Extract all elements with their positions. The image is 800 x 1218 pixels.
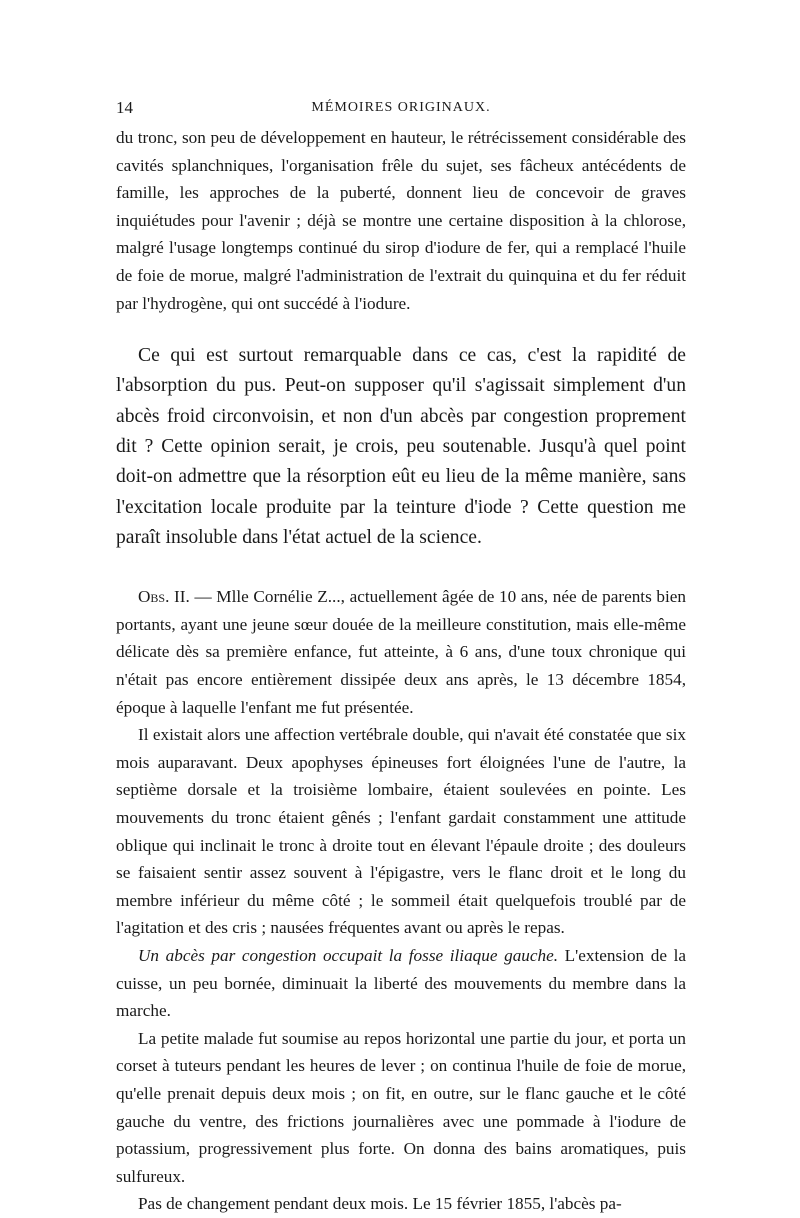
observation-label: Obs. II. xyxy=(138,587,190,607)
abscess-text: L'extension de la cuisse, un peu bornée, diminuait la liberté des mouvements du membre dans la marche. xyxy=(116,945,687,1021)
paragraph-vertebral-affection: Il existait alors une affection vertébrale double, qui n'avait été constatée que six mois auparavant. Deux apophyses épineuses fort éloignées l'une de l'autre, la septième dorsale et la troisième lombaire, étaient soulevées en pointe. Les mouvements du tronc étaient gênés ; l'enfant gardait constamment une attitude oblique qui inclinait le tronc à droite tout en élevant l'épaule droite ; des douleurs se faisaient sentir assez souvent à l'épigastre, vers le flanc droit et le long du membre inférieur du même côté ; le sommeil était quelquefois troublé par de l'agitation et des cris ; nausées fréquentes avant ou après le repas. xyxy=(116,725,686,938)
page-number: 14 xyxy=(116,98,133,117)
page-header xyxy=(116,98,686,124)
paragraph-observation xyxy=(116,583,686,721)
paragraph-continuation: du tronc, son peu de développement en hauteur, le rétrécissement considérable des cavités splanchniques, l'organisation frêle du sujet, ses fâcheux antécédents de famille, les approches de la puberté, donnent lieu de concevoir de graves inquiétudes pour l'avenir ; déjà se montre une certaine disposition à la chlorose, malgré l'usage longtemps continué du sirop d'iodure de fer, qui a remplacé l'huile de foie de morue, malgré l'administration de l'extrait du quinquina et du fer réduit par l'hydrogène, qui ont succédé à l'iodure. xyxy=(116,128,686,313)
paragraph-treatment: La petite malade fut soumise au repos horizontal une partie du jour, et porta un corset à tuteurs pendant les heures de lever ; on continua l'huile de foie de morue, qu'elle prenait depuis deux mois ; on fit, en outre, sur le flanc gauche et le côté gauche du ventre, des frictions journalières avec une pommade à l'iodure de potassium, progressivement plus forte. On donna des bains aromatiques, puis sulfureux. xyxy=(116,1028,686,1186)
abscess-italic-text: Un abcès par congestion occupait la fosse iliaque gauche. xyxy=(138,945,559,965)
running-title: MÉMOIRES ORIGINAUX. xyxy=(311,100,491,115)
paragraph-final: Pas de changement pendant deux mois. Le 15 février 1855, l'abcès pa- xyxy=(138,1194,622,1214)
paragraph-abscess xyxy=(116,942,686,1025)
observation-text: — Mlle Cornélie Z..., actuellement âgée de 10 ans, née de parents bien portants, ayant une jeune sœur douée de la meilleure constitution, mais elle-même délicate dès sa première enfance, fut atteinte, à 6 ans, d'une toux chronique qui n'était pas encore entièrement dissipée deux ans après, le 13 décembre 1854, époque à laquelle l'enfant me fut présentée. xyxy=(116,587,686,717)
document-page xyxy=(116,98,686,1218)
paragraph-commentary: Ce qui est surtout remarquable dans ce cas, c'est la rapidité de l'absorption du pus. Peut-on supposer qu'il s'agissait simplement d'un abcès froid circonvoisin, et non d'un abcès par congestion proprement dit ? Cette opinion serait, je crois, peu soutenable. Jusqu'à quel point doit-on admettre que la résorption eût eu lieu de la même manière, sans l'excitation locale produite par la teinture d'iode ? Cette question me paraît insoluble dans l'état actuel de la science. xyxy=(116,345,686,548)
